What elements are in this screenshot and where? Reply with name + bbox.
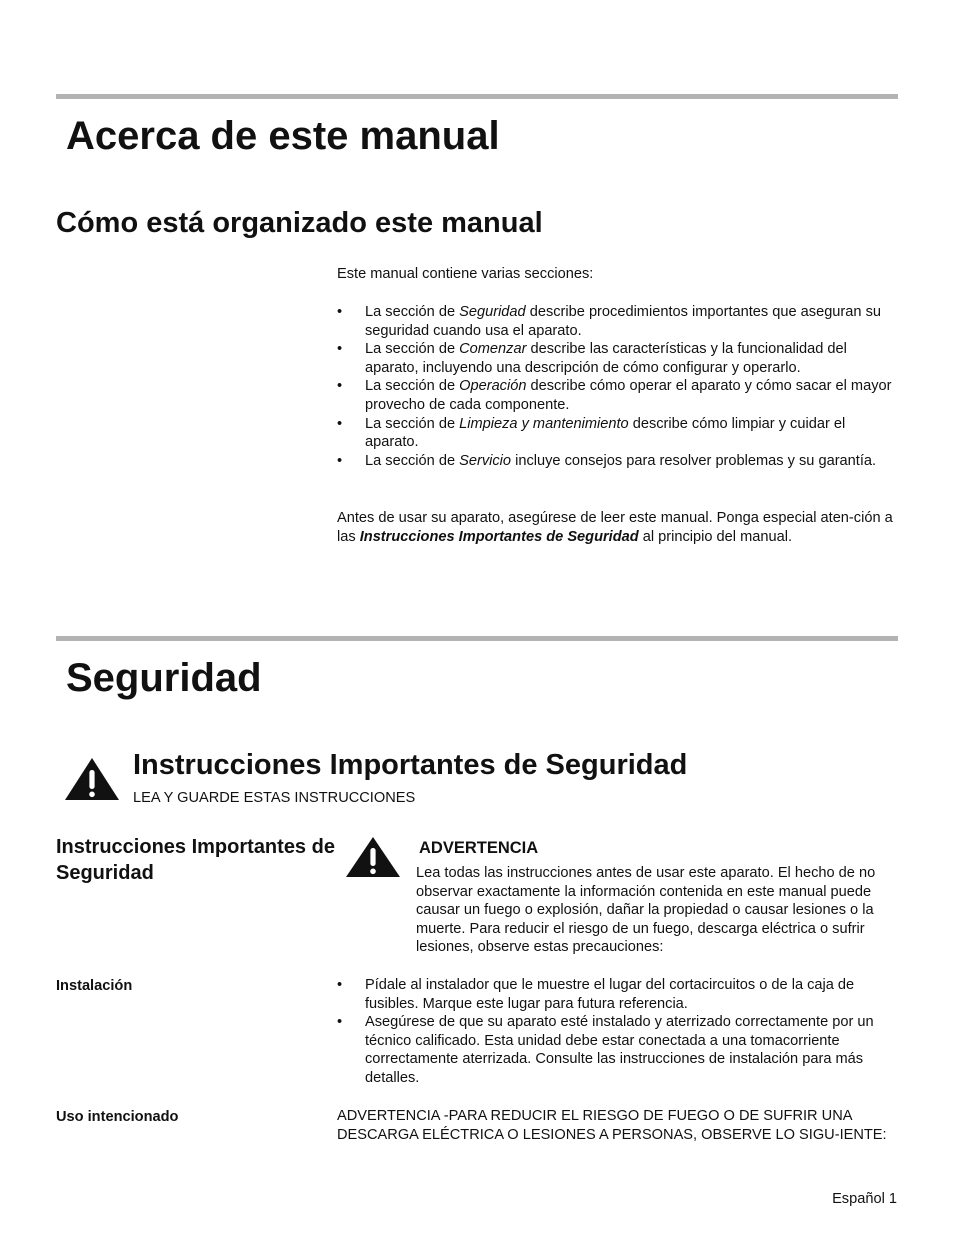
label-instalacion: Instalación bbox=[56, 978, 133, 994]
outro-text: Antes de usar su aparato, asegúrese de leer este manual. Ponga especial aten-ción a las Instrucciones Importantes de Seguridad al principio del manual. bbox=[337, 510, 893, 545]
intended-use-text: ADVERTENCIA -PARA REDUCIR EL RIESGO DE FUEGO O DE SUFRIR UNA DESCARGA ELÉCTRICA O LESIONES A PERSONAS, OBSERVE LO SIGU-IENTE: bbox=[337, 1108, 887, 1143]
list-item: • Pídale al instalador que le muestre el lugar del cortacircuitos o de la caja de fusibles. Marque este lugar para futura referencia. bbox=[337, 976, 899, 1013]
section-rule-top bbox=[56, 94, 898, 99]
list-item: • La sección de Comenzar describe las características y la funcionalidad del aparato, incluyendo una descripción de cómo configurar y operarlo. bbox=[337, 340, 899, 377]
heading-instrucciones: Instrucciones Importantes de Seguridad bbox=[133, 749, 688, 781]
list-item: • La sección de Seguridad describe procedimientos importantes que aseguran su seguridad cuando usa el aparato. bbox=[337, 303, 899, 340]
installation-list bbox=[337, 976, 899, 1088]
warning-title: ADVERTENCIA bbox=[419, 839, 539, 857]
page-title-acerca: Acerca de este manual bbox=[66, 114, 500, 158]
heading-subtext: LEA Y GUARDE ESTAS INSTRUCCIONES bbox=[133, 790, 416, 806]
side-heading-instrucciones: Instrucciones Importantes de Seguridad bbox=[56, 836, 335, 884]
section-rule-seguridad bbox=[56, 636, 898, 641]
list-item: • La sección de Operación describe cómo operar el aparato y cómo sacar el mayor provecho de cada componente. bbox=[337, 377, 899, 414]
intro-text: Este manual contiene varias secciones: bbox=[337, 266, 594, 282]
list-item: • La sección de Servicio incluye consejos para resolver problemas y su garantía. bbox=[337, 452, 899, 471]
sections-list bbox=[337, 303, 899, 470]
warning-triangle-icon bbox=[64, 757, 120, 801]
label-uso-intencionado: Uso intencionado bbox=[56, 1109, 179, 1125]
page-number: Español 1 bbox=[832, 1191, 897, 1207]
list-item: • La sección de Limpieza y mantenimiento describe cómo limpiar y cuidar el aparato. bbox=[337, 415, 899, 452]
warning-text: Lea todas las instrucciones antes de usar este aparato. El hecho de no observar exactamente la información contenida en este manual puede causar un fuego o explosión, dañar la propiedad o causar lesiones o la muerte. Para reducir el riesgo de un fuego, descarga eléctrica o sufrir lesiones, observe estas precauciones: bbox=[416, 865, 876, 956]
warning-triangle-icon bbox=[345, 836, 401, 878]
page-title-seguridad: Seguridad bbox=[66, 656, 262, 700]
list-item: • Asegúrese de que su aparato esté instalado y aterrizado correctamente por un técnico calificado. Esta unidad debe estar conectada a una tomacorriente correctamente aterrizada. Consulte las instrucciones de instalación para más detalles. bbox=[337, 1013, 899, 1087]
subtitle-como-organizado: Cómo está organizado este manual bbox=[56, 207, 543, 239]
